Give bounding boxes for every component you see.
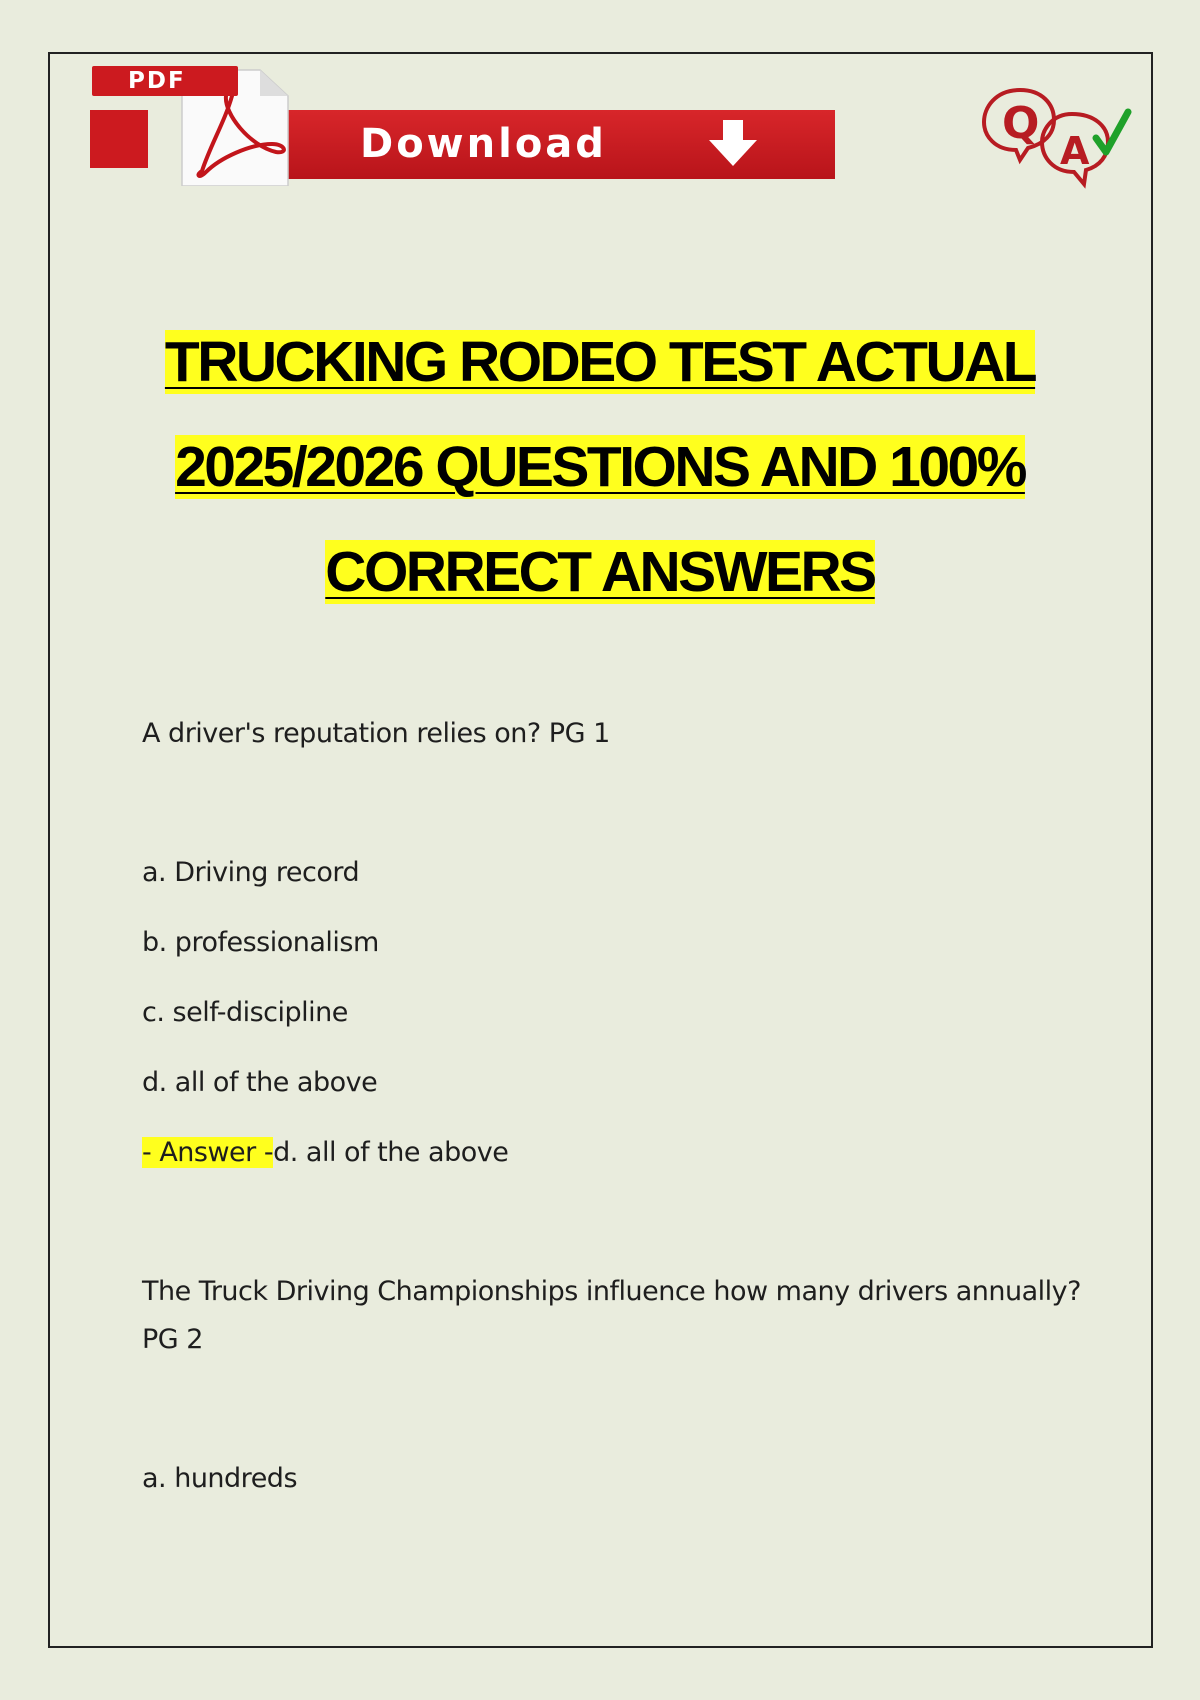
download-arrow-icon xyxy=(706,118,760,168)
question-2-line-1: The Truck Driving Championships influence how many drivers annually? xyxy=(142,1276,1081,1307)
qa-check-icon xyxy=(980,80,1140,190)
title-line-1: TRUCKING RODEO TEST ACTUAL xyxy=(164,330,1036,394)
pdf-label-tab xyxy=(92,66,238,96)
question-1-answer xyxy=(142,1129,508,1177)
title-line-3: CORRECT ANSWERS xyxy=(325,540,875,604)
question-1-text: A driver's reputation relies on? PG 1 xyxy=(142,718,610,749)
question-2-option-a: a. hundreds xyxy=(142,1463,298,1494)
download-banner[interactable] xyxy=(90,66,835,182)
pdf-label: PDF xyxy=(128,68,186,94)
download-label: Download xyxy=(360,121,607,167)
title-line-2: 2025/2026 QUESTIONS AND 100% xyxy=(175,435,1025,499)
qa-a-letter: A xyxy=(1060,129,1090,173)
qa-q-letter: Q xyxy=(1002,98,1040,149)
download-button[interactable] xyxy=(288,110,835,179)
question-2-text xyxy=(142,1268,1081,1364)
answer-text: d. all of the above xyxy=(273,1137,509,1168)
question-2-line-2: PG 2 xyxy=(142,1324,203,1355)
question-1-option-b: b. professionalism xyxy=(142,927,379,958)
question-1-option-c: c. self-discipline xyxy=(142,997,348,1028)
question-1-option-d: d. all of the above xyxy=(142,1067,378,1098)
document-title xyxy=(100,310,1100,625)
answer-prefix: - Answer - xyxy=(142,1137,274,1168)
question-1-option-a: a. Driving record xyxy=(142,857,360,888)
